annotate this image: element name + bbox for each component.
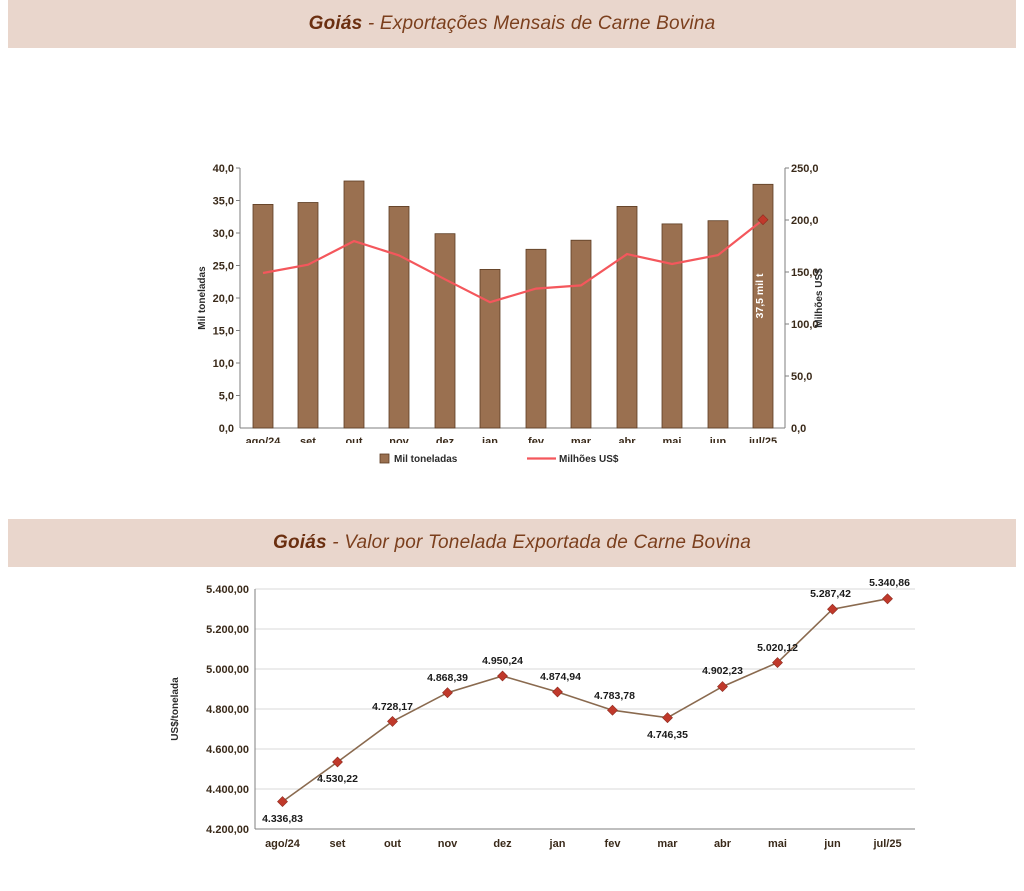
chart2-markers <box>278 594 893 807</box>
data-label: 4.746,35 <box>647 729 688 741</box>
data-label: 4.783,78 <box>594 690 635 702</box>
panel-valor-por-tonelada <box>0 519 1024 872</box>
svg-text:ago/24: ago/24 <box>245 436 281 443</box>
x-tick-label: jul/25 <box>873 838 902 850</box>
x-tick-label: dez <box>493 838 512 850</box>
svg-text:4.400,00: 4.400,00 <box>206 784 249 796</box>
panel2-title <box>273 532 751 554</box>
bar <box>435 234 455 428</box>
legend-label-mil-toneladas: Mil toneladas <box>394 454 458 465</box>
svg-text:5.000,00: 5.000,00 <box>206 664 249 676</box>
data-label: 4.874,94 <box>540 671 581 683</box>
bar <box>298 203 318 429</box>
data-label: 5.287,42 <box>810 588 851 600</box>
chart1-legend <box>380 454 619 465</box>
svg-text:150,0: 150,0 <box>791 267 819 279</box>
x-tick-label: jan <box>549 838 566 850</box>
svg-text:4.600,00: 4.600,00 <box>206 744 249 756</box>
svg-text:abr: abr <box>618 436 636 443</box>
svg-text:set: set <box>300 436 316 443</box>
chart2-svg <box>0 567 1024 867</box>
bar <box>526 249 546 428</box>
svg-text:0,0: 0,0 <box>218 423 234 435</box>
x-tick-label: fev <box>604 838 621 850</box>
chart2-x-ticks <box>265 838 901 850</box>
chart1-bars <box>253 181 773 428</box>
svg-text:5.400,00: 5.400,00 <box>206 584 249 596</box>
x-tick-label: mai <box>768 838 787 850</box>
panel1-title-rest: - Exportações Mensais de Carne Bovina <box>362 13 716 34</box>
chart1-y-left-ticks <box>213 163 240 435</box>
bar <box>662 224 682 428</box>
svg-text:25,0: 25,0 <box>212 260 234 273</box>
legend-swatch-bar <box>380 454 389 463</box>
svg-text:jun: jun <box>709 436 727 443</box>
chart1-svg <box>0 48 1024 443</box>
svg-text:15,0: 15,0 <box>212 325 234 338</box>
svg-text:250,0: 250,0 <box>791 163 819 175</box>
chart2-y-title: US$/tonelada <box>170 677 181 741</box>
x-tick-label: ago/24 <box>265 838 300 850</box>
bar <box>253 204 273 428</box>
data-label: 5.340,86 <box>869 577 910 589</box>
panel2-title-state: Goiás <box>273 532 327 553</box>
panel1-title-bar <box>8 0 1016 48</box>
chart-valor-por-tonelada <box>0 567 1024 872</box>
svg-text:4.800,00: 4.800,00 <box>206 704 249 716</box>
chart1-line-milhoes-usd <box>263 220 763 303</box>
svg-text:10,0: 10,0 <box>212 358 234 370</box>
data-label: 4.336,83 <box>262 813 303 825</box>
svg-text:mai: mai <box>662 436 682 443</box>
svg-text:fev: fev <box>528 436 544 443</box>
svg-text:5.200,00: 5.200,00 <box>206 624 249 636</box>
svg-text:100,0: 100,0 <box>791 319 819 331</box>
data-label: 4.868,39 <box>427 672 468 684</box>
data-label: 4.902,23 <box>702 665 743 677</box>
svg-text:jan: jan <box>482 436 498 443</box>
svg-text:35,0: 35,0 <box>212 195 234 208</box>
panel2-title-rest: - Valor por Tonelada Exportada de Carne Bovina <box>326 532 751 553</box>
svg-text:mar: mar <box>570 436 592 443</box>
svg-text:30,0: 30,0 <box>212 228 234 240</box>
svg-text:50,0: 50,0 <box>791 371 813 383</box>
chart1-y-right-title: Milhões US$ <box>814 268 825 328</box>
svg-text:0,0: 0,0 <box>791 423 807 435</box>
bar <box>480 269 500 428</box>
bar <box>571 240 591 428</box>
chart1-axes <box>240 168 785 428</box>
bar-annotation-jul25: 37,5 mil t <box>754 273 766 319</box>
x-tick-label: mar <box>657 838 678 850</box>
svg-text:jul/25: jul/25 <box>748 436 778 443</box>
x-tick-label: set <box>329 838 346 850</box>
chart2-gridlines <box>255 589 915 789</box>
panel1-title-state: Goiás <box>308 13 363 34</box>
svg-text:20,0: 20,0 <box>212 293 234 305</box>
bar <box>708 221 728 428</box>
svg-text:dez: dez <box>435 436 455 443</box>
bar <box>344 181 364 428</box>
chart-exportacoes-mensais <box>0 48 1024 497</box>
svg-text:out: out <box>345 436 363 443</box>
panel1-title <box>309 13 716 35</box>
panel2-title-bar <box>8 519 1016 567</box>
data-label: 5.020,12 <box>757 642 798 654</box>
svg-text:nov: nov <box>389 436 409 443</box>
data-label: 4.530,22 <box>317 773 358 785</box>
svg-text:40,0: 40,0 <box>212 163 234 175</box>
chart1-y-left-title: Mil toneladas <box>197 266 208 330</box>
svg-text:4.200,00: 4.200,00 <box>206 824 249 836</box>
x-tick-label: out <box>383 838 402 850</box>
svg-text:200,0: 200,0 <box>791 215 819 227</box>
data-label: 4.728,17 <box>372 701 413 713</box>
chart1-bottom-svg <box>0 432 1024 492</box>
svg-text:5,0: 5,0 <box>218 390 234 403</box>
bar <box>617 206 637 428</box>
legend-label-milhoes-usd: Milhões US$ <box>559 454 619 465</box>
bar <box>389 206 409 428</box>
x-tick-label: abr <box>713 838 732 850</box>
data-label: 4.950,24 <box>482 655 523 667</box>
panel-spacer <box>0 497 1024 519</box>
x-tick-label: jun <box>824 838 841 850</box>
chart2-y-ticks <box>206 584 249 836</box>
x-tick-label: nov <box>437 838 458 850</box>
